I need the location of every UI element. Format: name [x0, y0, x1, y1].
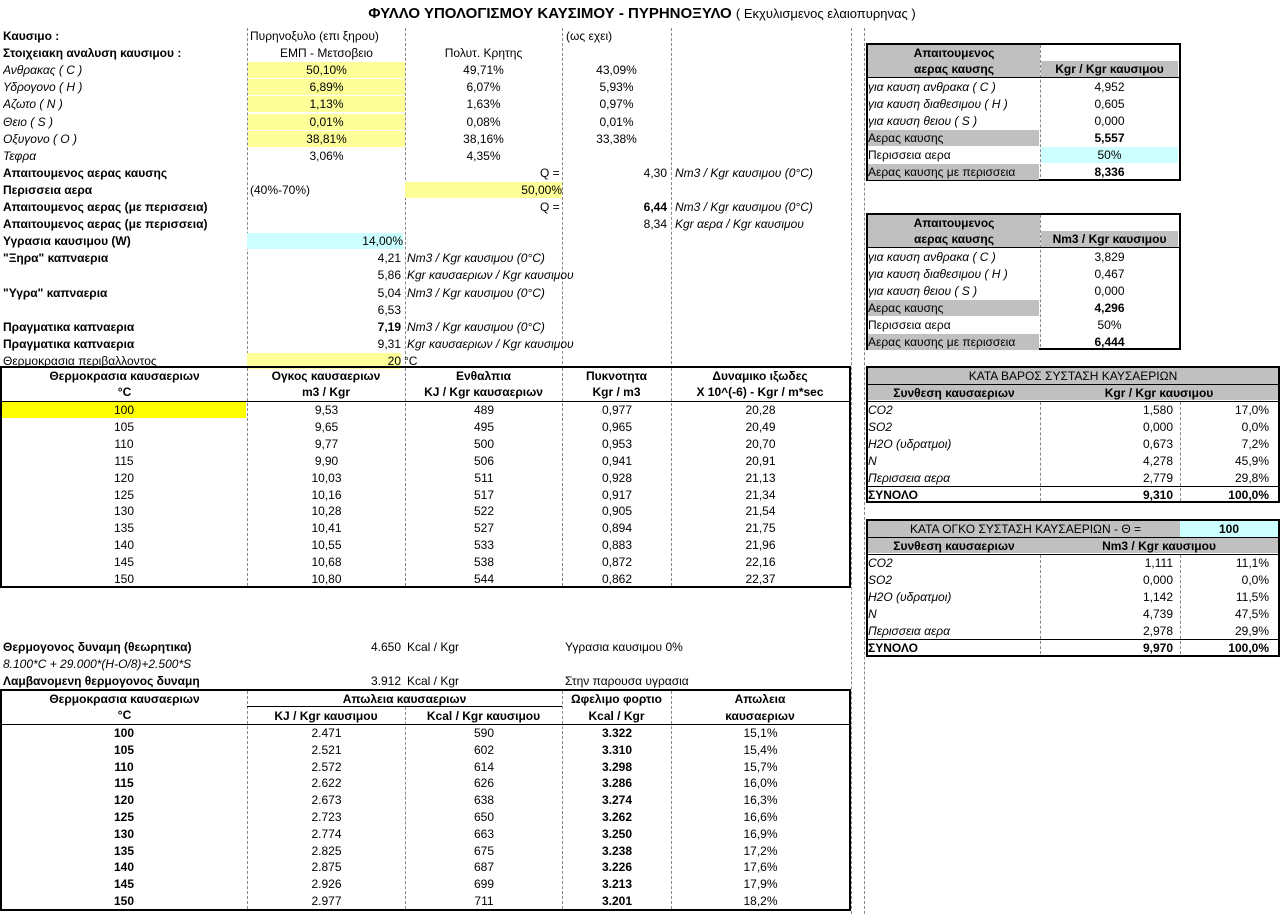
flue-viscosity-cell[interactable]: 21,96	[745, 538, 776, 553]
loss-useful-load-cell[interactable]: 3.310	[601, 742, 633, 757]
header-temp-unit[interactable]: °C	[117, 385, 132, 399]
loss-temp-cell[interactable]: 135	[113, 843, 135, 858]
air-row-value[interactable]: 0,605	[1094, 96, 1125, 111]
header-temp[interactable]: Θερμοκρασια καυσαεριων	[49, 692, 200, 706]
loss-loss-kj-cell[interactable]: 2.723	[311, 810, 342, 824]
grid-line	[671, 28, 672, 364]
composition-percent[interactable]: 29,9%	[1234, 623, 1269, 638]
wet-flue-volume-unit[interactable]: Nm3 / Kgr καυσιμου (0°C)	[407, 285, 545, 300]
composition-percent[interactable]: 47,5%	[1234, 606, 1269, 621]
air-row-label[interactable]: για καυση διαθεσιμου ( H )	[868, 96, 1008, 111]
composition-label[interactable]: Περισσεια αερα	[868, 623, 950, 638]
composition-label[interactable]: H2O (υδρατμοι)	[868, 589, 952, 604]
loss-loss-kcal-cell[interactable]: 650	[473, 810, 495, 824]
element-value-tuc[interactable]: 4,35%	[466, 148, 501, 163]
loss-loss-kcal-cell[interactable]: 675	[473, 843, 495, 858]
flue-temp-cell[interactable]: 140	[113, 538, 135, 553]
composition-value[interactable]: 4,278	[1142, 453, 1173, 468]
loss-useful-load-cell[interactable]: 3.213	[601, 877, 633, 892]
header-unit[interactable]: Nm3 / Kgr καυσιμου	[1041, 231, 1178, 247]
received-hv-unit[interactable]: Kcal / Kgr	[407, 674, 460, 688]
flue-temp-cell[interactable]: 150	[113, 572, 135, 586]
loss-useful-load-cell[interactable]: 3.262	[601, 810, 633, 824]
loss-useful-load-cell[interactable]: 3.286	[601, 776, 633, 791]
wet-flue-mass[interactable]: 6,53	[377, 302, 401, 317]
loss-loss-pct-cell[interactable]: 15,4%	[743, 742, 778, 757]
composition-label[interactable]: SO2	[868, 419, 893, 434]
sheet-title	[0, 5, 1284, 22]
composition-percent[interactable]: 11,5%	[1235, 589, 1269, 604]
air-row-label[interactable]: Αερας καυσης με περισσεια	[868, 164, 1039, 180]
element-value-ntua[interactable]: 38,81%	[248, 131, 405, 147]
source-ntua[interactable]: ΕΜΠ - Μετσοβειο	[280, 46, 373, 61]
header-loss-pct[interactable]: Απωλεια	[734, 692, 786, 706]
flue-temp-cell[interactable]: 145	[113, 555, 135, 570]
loss-loss-kj-cell[interactable]: 2.673	[311, 793, 342, 808]
air-row-label[interactable]: για καυση ανθρακα ( C )	[868, 80, 996, 94]
flue-enthalpy-cell[interactable]: 538	[473, 555, 495, 570]
loss-temp-cell[interactable]: 100	[113, 726, 135, 740]
flue-density-cell[interactable]: 0,928	[601, 470, 633, 485]
header-unit[interactable]: Kgr / Kgr καυσιμου	[1104, 386, 1214, 400]
header-composition[interactable]: Συνθεση καυσαεριων	[893, 386, 1015, 400]
composition-value[interactable]: 9,310	[1142, 487, 1173, 502]
composition-label[interactable]: N	[868, 453, 877, 468]
composition-percent[interactable]: 29,8%	[1234, 470, 1269, 485]
loss-loss-kj-cell[interactable]: 2.926	[311, 877, 342, 892]
flue-density-cell[interactable]: 0,905	[601, 504, 633, 519]
loss-useful-load-cell[interactable]: 3.274	[601, 793, 633, 808]
loss-temp-cell[interactable]: 120	[113, 793, 135, 808]
subheader-rule	[247, 706, 562, 707]
loss-loss-kcal-cell[interactable]: 663	[473, 826, 495, 841]
flue-volume-cell[interactable]: 10,28	[311, 504, 342, 519]
flue-temp-cell[interactable]: 125	[113, 487, 135, 502]
loss-temp-cell[interactable]: 130	[113, 826, 135, 841]
loss-temp-cell[interactable]: 110	[114, 759, 134, 774]
flue-enthalpy-cell[interactable]: 544	[473, 572, 495, 586]
element-value-tuc[interactable]: 0,08%	[466, 114, 501, 129]
req-air-excess-mass-label[interactable]: Απαιτουμενος αερας (με περισσεια)	[3, 217, 208, 232]
loss-loss-pct-cell[interactable]: 16,3%	[743, 793, 778, 808]
loss-temp-cell[interactable]: 145	[113, 877, 135, 892]
loss-loss-pct-cell[interactable]: 17,2%	[743, 843, 778, 858]
total-rule	[868, 486, 1278, 487]
loss-loss-kj-cell[interactable]: 2.774	[311, 826, 342, 841]
air-row-value[interactable]: 0,000	[1094, 113, 1125, 128]
excess-air-label[interactable]: Περισσεια αερα	[3, 182, 93, 197]
wet-flue-volume[interactable]: 5,04	[377, 285, 401, 300]
header-volume[interactable]: Ογκος καυσαεριων	[271, 369, 381, 383]
composition-percent[interactable]: 7,2%	[1241, 436, 1269, 451]
flue-enthalpy-cell[interactable]: 500	[473, 436, 495, 451]
dry-flue-volume-unit[interactable]: Nm3 / Kgr καυσιμου (0°C)	[407, 251, 545, 266]
air-row-label[interactable]: Αερας καυσης	[868, 300, 1039, 316]
wet-flue-label[interactable]: "Υγρα" καπναερια	[3, 285, 108, 300]
flue-enthalpy-cell[interactable]: 522	[473, 504, 495, 519]
air-row-value[interactable]: 50%	[1041, 147, 1178, 163]
air-row-label[interactable]: Περισσεια αερα	[868, 147, 951, 162]
air-row-value[interactable]: 50%	[1097, 317, 1122, 332]
flue-viscosity-cell[interactable]: 21,54	[745, 504, 776, 519]
flue-temp-cell[interactable]: 105	[113, 419, 135, 434]
header-density[interactable]: Πυκνοτητα	[585, 369, 648, 383]
flue-volume-cell[interactable]: 9,90	[314, 453, 339, 468]
flue-enthalpy-cell[interactable]: 517	[473, 487, 495, 502]
composition-percent[interactable]: 0,0%	[1241, 419, 1269, 434]
element-label[interactable]: Υδρογονο ( H )	[3, 80, 83, 95]
flue-volume-cell[interactable]: 10,41	[311, 521, 342, 536]
flue-volume-cell[interactable]: 10,55	[311, 538, 342, 553]
air-row-value[interactable]: 4,296	[1094, 300, 1125, 315]
flue-enthalpy-cell[interactable]: 506	[473, 453, 495, 468]
header-rule	[868, 77, 1179, 78]
flue-enthalpy-cell[interactable]: 533	[473, 538, 495, 553]
loss-loss-pct-cell[interactable]: 17,6%	[743, 860, 778, 875]
air-row-label[interactable]: Περισσεια αερα	[868, 317, 951, 332]
composition-percent[interactable]: 100,0%	[1228, 487, 1269, 502]
loss-loss-kj-cell[interactable]: 2.572	[311, 759, 342, 774]
header-required[interactable]: Απαιτουμενος	[868, 45, 1040, 61]
composition-value[interactable]: 1,111	[1144, 556, 1173, 570]
composition-label[interactable]: Περισσεια αερα	[868, 470, 950, 485]
composition-value[interactable]: 0,000	[1142, 572, 1173, 587]
element-label[interactable]: Θειο ( S )	[3, 114, 53, 129]
composition-percent[interactable]: 11,1%	[1235, 556, 1269, 570]
air-row-label[interactable]: Αερας καυσης με περισσεια	[868, 334, 1039, 350]
composition-label[interactable]: CO2	[868, 556, 893, 570]
ambient-label[interactable]: Θερμοκρασια περιβαλλοντος	[3, 353, 157, 368]
flue-enthalpy-cell[interactable]: 495	[473, 419, 495, 434]
flue-temp-cell[interactable]: 100	[2, 402, 246, 418]
theoretical-hv-note[interactable]: Υγρασια καυσιμου 0%	[565, 640, 683, 654]
excess-range[interactable]: (40%-70%)	[250, 182, 311, 197]
composition-value[interactable]: 9,970	[1142, 640, 1173, 655]
loss-loss-kcal-cell[interactable]: 638	[473, 793, 495, 808]
composition-percent[interactable]: 0,0%	[1241, 572, 1269, 587]
dry-flue-volume[interactable]: 4,21	[377, 251, 401, 266]
loss-loss-pct-cell[interactable]: 17,9%	[743, 877, 778, 892]
flue-temp-cell[interactable]: 115	[114, 453, 134, 468]
header-temp-unit[interactable]: °C	[117, 708, 132, 722]
real-flue-mass-unit[interactable]: Kgr καυσαεριων / Kgr καυσιμου	[407, 336, 574, 351]
flue-viscosity-cell[interactable]: 20,49	[745, 419, 776, 434]
flue-enthalpy-cell[interactable]: 489	[473, 403, 495, 417]
q-label[interactable]: Q =	[540, 165, 560, 180]
header-required[interactable]: Απαιτουμενος	[868, 215, 1040, 231]
flue-volume-cell[interactable]: 10,16	[311, 487, 342, 502]
req-air-excess-label[interactable]: Απαιτουμενος αερας (με περισσεια)	[3, 200, 208, 214]
loss-loss-pct-cell[interactable]: 15,1%	[743, 726, 778, 740]
composition-value[interactable]: 0,000	[1142, 419, 1173, 434]
loss-useful-load-cell[interactable]: 3.226	[601, 860, 633, 875]
air-row-value[interactable]: 3,829	[1094, 250, 1125, 264]
composition-label[interactable]: H2O (υδρατμοι)	[868, 436, 952, 451]
received-hv-value[interactable]: 3.912	[370, 674, 401, 688]
loss-loss-kcal-cell[interactable]: 626	[473, 776, 495, 791]
loss-temp-cell[interactable]: 150	[113, 894, 135, 908]
header-unit[interactable]: Nm3 / Kgr καυσιμου	[1102, 539, 1216, 553]
flue-density-cell[interactable]: 0,977	[601, 403, 633, 417]
air-row-value[interactable]: 0,467	[1094, 266, 1125, 281]
element-label[interactable]: Οξυγονο ( O )	[3, 131, 77, 146]
header-density-unit[interactable]: Kgr / m3	[592, 385, 641, 399]
element-value-as-is[interactable]	[562, 148, 671, 164]
req-air-value[interactable]: 4,30	[643, 165, 667, 180]
air-row-label[interactable]: για καυση θειου ( S )	[868, 283, 978, 298]
header-loss-kcal[interactable]: Kcal / Kgr καυσιμου	[426, 709, 541, 723]
header-unit[interactable]: Kgr / Kgr καυσιμου	[1041, 61, 1178, 77]
loss-useful-load-cell[interactable]: 3.201	[601, 894, 633, 908]
composition-label[interactable]: CO2	[868, 403, 893, 417]
composition-value[interactable]: 1,142	[1142, 589, 1173, 604]
received-hv-note[interactable]: Στην παρουσα υγρασια	[565, 674, 689, 688]
air-row-label[interactable]: για καυση ανθρακα ( C )	[868, 250, 996, 264]
composition-value[interactable]: 2,978	[1142, 623, 1173, 638]
composition-percent[interactable]: 17,0%	[1234, 403, 1269, 417]
composition-percent[interactable]: 45,9%	[1234, 453, 1269, 468]
header-useful[interactable]: Ωφελιμο φορτιο	[571, 692, 662, 706]
loss-loss-kj-cell[interactable]: 2.622	[311, 776, 342, 791]
ambient-unit[interactable]: °C	[404, 353, 418, 368]
ambient-value[interactable]: 20	[247, 353, 401, 369]
source-tuc[interactable]: Πολυτ. Κρητης	[444, 46, 523, 61]
element-value-tuc[interactable]: 49,71%	[463, 63, 504, 78]
element-value-ntua[interactable]: 0,01%	[248, 114, 405, 130]
air-row-label[interactable]: για καυση θειου ( S )	[868, 113, 978, 128]
flue-enthalpy-cell[interactable]: 527	[473, 521, 495, 536]
composition-percent[interactable]: 100,0%	[1228, 640, 1269, 655]
loss-loss-kcal-cell[interactable]: 590	[473, 726, 495, 740]
header-volume-unit[interactable]: m3 / Kgr	[301, 385, 350, 399]
flue-volume-cell[interactable]: 10,03	[311, 470, 342, 485]
element-value-tuc[interactable]: 38,16%	[463, 131, 504, 146]
loss-loss-kj-cell[interactable]: 2.471	[311, 726, 342, 740]
theoretical-hv-unit[interactable]: Kcal / Kgr	[407, 640, 460, 654]
grid-line	[864, 28, 865, 914]
flue-enthalpy-cell[interactable]: 511	[474, 470, 494, 485]
air-row-label[interactable]: για καυση διαθεσιμου ( H )	[868, 266, 1008, 281]
element-value-ntua[interactable]: 3,06%	[309, 148, 344, 163]
flue-density-cell[interactable]: 0,872	[601, 555, 633, 570]
real-flue-mass[interactable]: 9,31	[377, 336, 401, 351]
moisture-label[interactable]: Υγρασια καυσιμου (W)	[3, 234, 131, 249]
flue-density-cell[interactable]: 0,894	[601, 521, 633, 536]
req-air-unit[interactable]: Nm3 / Kgr καυσιμου (0°C)	[675, 165, 813, 180]
excess-air-value[interactable]: 50,00%	[405, 182, 562, 198]
loss-temp-cell[interactable]: 105	[113, 742, 135, 757]
loss-useful-load-cell[interactable]: 3.298	[601, 759, 633, 774]
element-value-ntua[interactable]: 1,13%	[248, 96, 405, 112]
flue-temp-cell[interactable]: 110	[114, 436, 134, 451]
theta-value[interactable]: 100	[1180, 521, 1278, 537]
dry-flue-mass-unit[interactable]: Kgr καυσαεριων / Kgr καυσιμου	[407, 268, 574, 283]
header-rule	[868, 247, 1179, 248]
element-value-tuc[interactable]: 1,63%	[466, 97, 501, 112]
composition-label[interactable]: ΣΥΝΟΛΟ	[868, 640, 918, 655]
composition-title[interactable]: ΚΑΤΑ ΟΓΚΟ ΣΥΣΤΑΣΗ ΚΑΥΣΑΕΡΙΩΝ - Θ =	[909, 522, 1142, 536]
header-loss-pct-unit[interactable]: καυσαεριων	[725, 709, 795, 723]
grid-line	[851, 28, 852, 914]
flue-density-cell[interactable]: 0,965	[601, 419, 633, 434]
air-row-label[interactable]: Αερας καυσης	[868, 130, 1039, 146]
flue-density-cell[interactable]: 0,953	[601, 436, 633, 451]
composition-value[interactable]: 2,779	[1142, 470, 1173, 485]
header-air[interactable]: αερας καυσης	[868, 61, 1040, 77]
loss-temp-cell[interactable]: 140	[113, 860, 135, 875]
header-enthalpy-unit[interactable]: KJ / Kgr καυσαεριων	[424, 385, 543, 399]
flue-viscosity-cell[interactable]: 21,34	[745, 487, 776, 502]
loss-loss-pct-cell[interactable]: 16,6%	[743, 810, 778, 824]
composition-value[interactable]: 1,580	[1142, 403, 1173, 417]
moisture-value[interactable]: 14,00%	[247, 233, 403, 249]
air-row-value[interactable]: 6,444	[1094, 334, 1125, 349]
flue-viscosity-cell[interactable]: 22,37	[745, 572, 776, 586]
real-flue-label[interactable]: Πραγματικα καπναερια	[3, 319, 135, 334]
header-viscosity[interactable]: Δυναμικο ιξωδες	[712, 369, 808, 383]
loss-loss-kcal-cell[interactable]: 687	[473, 860, 495, 875]
flue-viscosity-cell[interactable]: 21,75	[745, 521, 776, 536]
flue-viscosity-cell[interactable]: 20,91	[745, 453, 776, 468]
loss-useful-load-cell[interactable]: 3.322	[601, 726, 633, 740]
header-temp[interactable]: Θερμοκρασια καυσαεριων	[49, 369, 200, 383]
flue-density-cell[interactable]: 0,862	[601, 572, 633, 586]
element-value-as-is[interactable]: 5,93%	[599, 80, 634, 95]
req-air-label[interactable]: Απαιτουμενος αερας καυσης	[3, 165, 168, 180]
fuel-label[interactable]: Καυσιμο :	[3, 29, 60, 43]
loss-temp-cell[interactable]: 125	[113, 810, 135, 824]
as-is-label[interactable]: (ως εχει)	[566, 29, 613, 43]
flue-viscosity-cell[interactable]: 22,16	[745, 555, 776, 570]
theoretical-hv-value[interactable]: 4.650	[370, 640, 401, 654]
element-value-ntua[interactable]: 6,89%	[248, 79, 405, 95]
header-loss[interactable]: Απωλεια καυσαεριων	[342, 692, 467, 706]
flue-temp-cell[interactable]: 120	[113, 470, 135, 485]
element-value-as-is[interactable]: 0,97%	[599, 97, 634, 112]
real-flue-volume-unit[interactable]: Nm3 / Kgr καυσιμου (0°C)	[407, 319, 545, 334]
composition-value[interactable]: 4,739	[1142, 606, 1173, 621]
air-row-value[interactable]: 0,000	[1094, 283, 1125, 298]
flue-volume-cell[interactable]: 9,65	[314, 419, 339, 434]
received-hv-label[interactable]: Λαμβανομενη θερμογονος δυναμη	[3, 674, 200, 688]
req-air-excess-value[interactable]: 6,44	[643, 200, 667, 214]
composition-value[interactable]: 0,673	[1142, 436, 1173, 451]
flue-volume-cell[interactable]: 10,68	[311, 555, 342, 570]
loss-loss-pct-cell[interactable]: 18,2%	[743, 894, 778, 908]
real-flue-volume[interactable]: 7,19	[377, 319, 401, 334]
dry-flue-mass[interactable]: 5,86	[377, 268, 401, 283]
composition-title[interactable]: ΚΑΤΑ ΒΑΡΟΣ ΣΥΣΤΑΣΗ ΚΑΥΣΑΕΡΙΩΝ	[968, 369, 1178, 383]
flue-density-cell[interactable]: 0,917	[601, 487, 633, 502]
q-label[interactable]: Q =	[540, 200, 560, 214]
element-value-ntua[interactable]: 50,10%	[248, 62, 405, 78]
loss-loss-kcal-cell[interactable]: 602	[473, 742, 495, 757]
flue-temp-cell[interactable]: 130	[113, 504, 135, 519]
header-viscosity-unit[interactable]: X 10^(-6) - Kgr / m*sec	[696, 385, 824, 399]
total-rule	[868, 639, 1278, 640]
loss-loss-kj-cell[interactable]: 2.875	[311, 860, 342, 875]
loss-loss-pct-cell[interactable]: 15,7%	[743, 759, 778, 774]
req-air-excess-mass-unit[interactable]: Kgr αερα / Kgr καυσιμου	[675, 217, 804, 232]
req-air-excess-mass-value[interactable]: 8,34	[643, 217, 667, 232]
title-sub: ( Εκχυλισμενος ελαιοπυρηνας )	[735, 6, 916, 21]
element-label[interactable]: Ανθρακας ( C )	[3, 63, 83, 78]
flue-viscosity-cell[interactable]: 20,28	[745, 403, 776, 417]
air-row-value[interactable]: 4,952	[1094, 80, 1125, 94]
header-loss-kj[interactable]: KJ / Kgr καυσιμου	[274, 709, 378, 723]
header-air[interactable]: αερας καυσης	[868, 231, 1040, 247]
fuel-value[interactable]: Πυρηνοξυλο (επι ξηρου)	[250, 29, 379, 43]
flue-volume-cell[interactable]: 10,80	[311, 572, 342, 586]
flue-density-cell[interactable]: 0,883	[601, 538, 633, 553]
loss-useful-load-cell[interactable]: 3.250	[601, 826, 633, 841]
loss-loss-kcal-cell[interactable]: 699	[473, 877, 495, 892]
flue-viscosity-cell[interactable]: 20,70	[745, 436, 776, 451]
dry-flue-label[interactable]: "Ξηρα" καπναερια	[3, 251, 109, 266]
header-useful-unit[interactable]: Kcal / Kgr	[588, 709, 645, 723]
header-enthalpy[interactable]: Ενθαλπια	[455, 369, 512, 383]
loss-loss-pct-cell[interactable]: 16,9%	[743, 826, 778, 841]
flue-viscosity-cell[interactable]: 21,13	[745, 470, 776, 485]
element-value-as-is[interactable]: 43,09%	[596, 63, 637, 78]
element-value-tuc[interactable]: 6,07%	[466, 80, 501, 95]
loss-loss-kcal-cell[interactable]: 711	[474, 894, 494, 908]
loss-useful-load-cell[interactable]: 3.238	[601, 843, 633, 858]
real-flue-mass-label[interactable]: Πραγματικα καπναερια	[3, 336, 135, 351]
flue-volume-cell[interactable]: 9,53	[314, 403, 339, 417]
element-label[interactable]: Τεφρα	[3, 148, 37, 163]
element-label[interactable]: Αζωτο ( N )	[3, 97, 63, 112]
theoretical-hv-label[interactable]: Θερμογονος δυναμη (θεωρητικα)	[3, 640, 192, 654]
loss-loss-kj-cell[interactable]: 2.521	[311, 742, 342, 757]
title-main: ΦΥΛΛΟ ΥΠΟΛΟΓΙΣΜΟΥ ΚΑΥΣΙΜΟΥ - ΠΥΡΗΝΟΞΥΛΟ	[368, 5, 732, 22]
hv-formula[interactable]: 8.100*C + 29.000*(H-O/8)+2.500*S	[3, 657, 192, 671]
analysis-label[interactable]: Στοιχειακη αναλυση καυσιμου :	[3, 46, 182, 61]
flue-density-cell[interactable]: 0,941	[601, 453, 633, 468]
composition-label[interactable]: N	[868, 606, 877, 621]
loss-loss-pct-cell[interactable]: 16,0%	[743, 776, 778, 791]
header-composition[interactable]: Συνθεση καυσαεριων	[893, 539, 1015, 553]
composition-label[interactable]: ΣΥΝΟΛΟ	[868, 487, 918, 502]
loss-loss-kj-cell[interactable]: 2.825	[311, 843, 342, 858]
flue-temp-cell[interactable]: 135	[113, 521, 135, 536]
req-air-excess-unit[interactable]: Nm3 / Kgr καυσιμου (0°C)	[675, 200, 813, 214]
air-row-value[interactable]: 5,557	[1094, 130, 1125, 145]
loss-loss-kj-cell[interactable]: 2.977	[311, 894, 342, 908]
composition-label[interactable]: SO2	[868, 572, 893, 587]
air-row-value[interactable]: 8,336	[1094, 164, 1125, 179]
loss-loss-kcal-cell[interactable]: 614	[473, 759, 495, 774]
element-value-as-is[interactable]: 33,38%	[596, 131, 637, 146]
flue-volume-cell[interactable]: 9,77	[314, 436, 339, 451]
loss-temp-cell[interactable]: 115	[114, 776, 134, 791]
element-value-as-is[interactable]: 0,01%	[599, 114, 634, 129]
